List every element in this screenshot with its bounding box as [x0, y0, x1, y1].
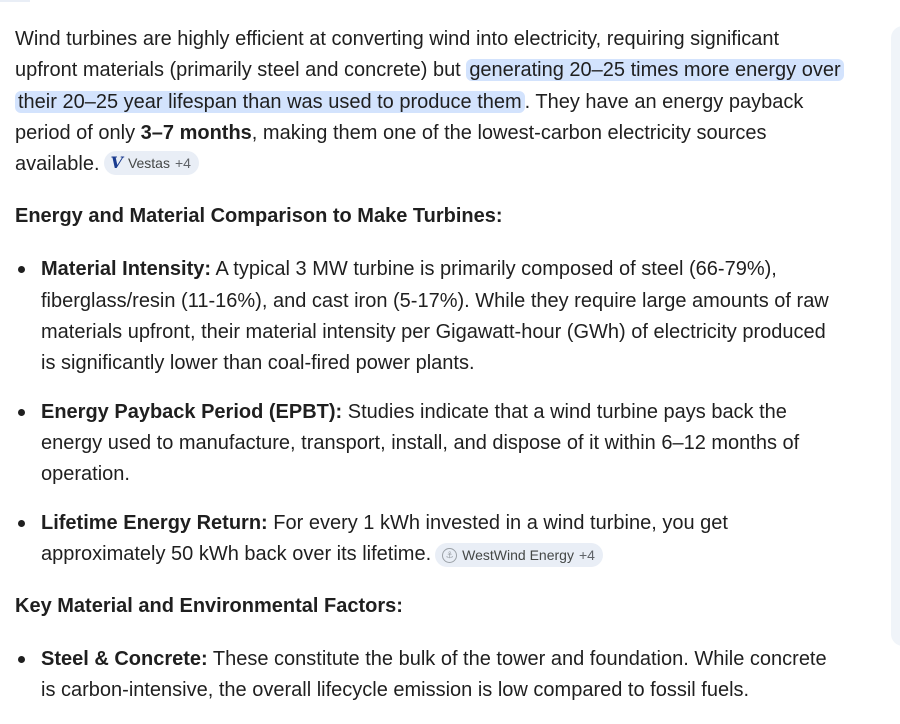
source-chip-vestas[interactable]	[104, 151, 199, 175]
list-item-title: Steel & Concrete:	[41, 648, 208, 671]
list-item-text: These constitute the bulk of the tower and foundation. While concrete is carbon-intensive, the overall lifecycle emission is low compared to fossil fuels.	[41, 648, 827, 702]
list-item	[15, 644, 845, 707]
intro-paragraph: Wind turbines are highly efficient at converting wind into electricity, requiring significant upfront materials (primarily steel and concrete) but generating 20–25 times more energy over their 20–25 year lifespan than was used to produce them . They have an energy payback period of only 3–7 months, making them one of the lowest-carbon electricity sources available. V Vestas +4	[15, 24, 845, 180]
source-chip-label: WestWind Energy	[462, 547, 574, 564]
list-item-text: Studies indicate that a wind turbine pays back the energy used to manufacture, transport, install, and dispose of it within 6–12 months of operation.	[41, 400, 800, 486]
highlighted-claim[interactable]: generating 20–25 times more energy over their 20–25 year lifespan than was used to produce them	[15, 59, 844, 112]
top-divider	[0, 0, 30, 2]
list-item	[15, 508, 845, 571]
source-chip-count: +4	[174, 155, 191, 172]
vestas-logo-icon: V	[110, 153, 123, 173]
list-item-text: A typical 3 MW turbine is primarily composed of steel (66-79%), fiberglass/resin (11-16%), and cast iron (5-17%). While they require large amounts of raw materials upfront, their material intensity per Gigawatt-hour (GWh) of electricity produced is significantly lower than coal-fired power plants.	[41, 258, 829, 375]
side-panel-edge	[891, 26, 900, 646]
westwind-logo-icon: ⚓	[442, 548, 457, 563]
section-heading-comparison: Energy and Material Comparison to Make Turbines:	[15, 205, 503, 228]
list-item-text: For every 1 kWh invested in a wind turbine, you get approximately 50 kWh back over its lifetime.	[41, 511, 728, 565]
payback-period-bold: 3–7 months	[140, 121, 252, 144]
list-item-title: Lifetime Energy Return:	[41, 511, 268, 534]
source-chip-count: +4	[578, 547, 595, 564]
list-item-title: Material Intensity:	[41, 258, 212, 281]
source-chip-westwind[interactable]	[435, 543, 603, 567]
comparison-list	[15, 254, 845, 570]
response-content	[15, 24, 845, 707]
list-item	[15, 254, 845, 379]
list-item-title: Energy Payback Period (EPBT):	[41, 400, 343, 423]
factors-list	[15, 644, 845, 707]
list-item	[15, 397, 845, 491]
section-heading-factors: Key Material and Environmental Factors:	[15, 595, 403, 618]
source-chip-label: Vestas	[127, 155, 170, 172]
